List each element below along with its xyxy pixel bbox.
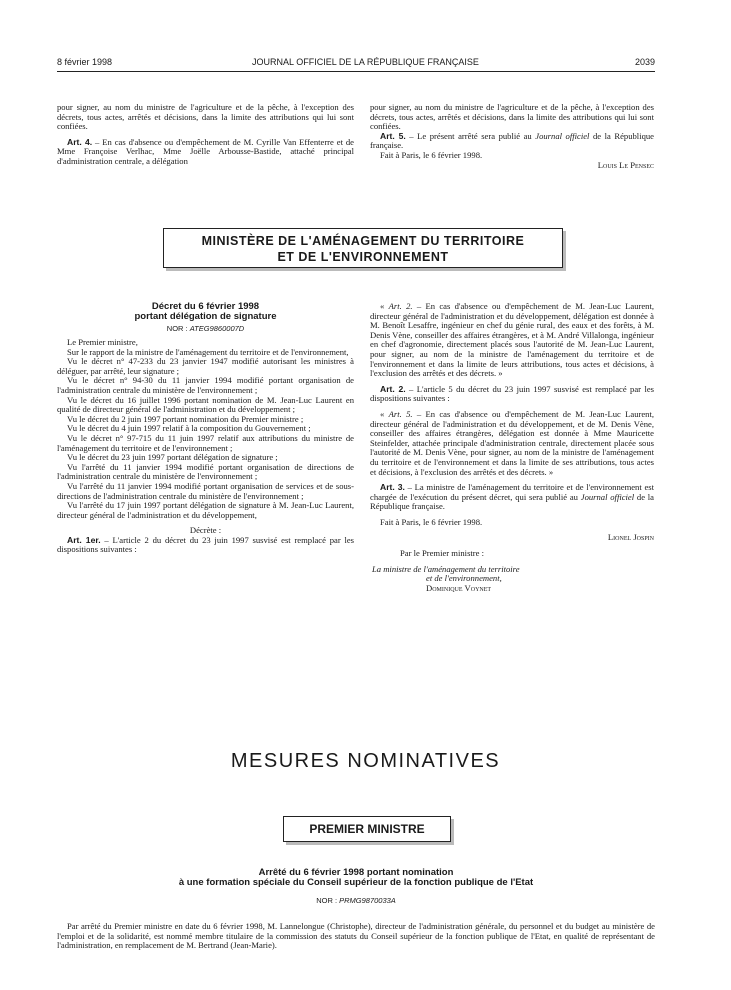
art2-label: Art. 2.	[380, 383, 406, 394]
quote2-art: Art. 5.	[388, 408, 413, 419]
art5-text-b: de la République française.	[370, 130, 654, 151]
decree-nor-label: NOR :	[166, 324, 190, 333]
pm-box: PREMIER MINISTRE	[283, 816, 451, 842]
art4-text: – En cas d'absence ou d'empêchement de M. Cyrille Van Effenterre et de Mme Françoise Verlhac, Mme Joëlle Arbousse-Bastide, attaché principal d'administration centrale, a délégation	[57, 136, 354, 166]
decree-para-2: Vu le décret n° 47-233 du 23 janvier 1947 modifié autorisant les ministres à déléguer, par arrêté, leur signature ;	[57, 356, 354, 376]
decree-nor-code: ATEG9860007D	[189, 324, 245, 333]
decree-minister-role-1: La ministre de l'aménagement du territoire	[372, 563, 520, 574]
art5-text-a: – Le présent arrêté sera publié au	[405, 130, 536, 141]
decree-art1	[57, 536, 354, 555]
decree-par-pm: Par le Premier ministre :	[400, 548, 485, 559]
art3-label: Art. 3.	[380, 482, 405, 493]
arrete-title-2: à une formation spéciale du Conseil supérieur de la fonction publique de l'Etat	[178, 877, 534, 888]
decree-left-column	[57, 338, 354, 555]
decree-para-1: Sur le rapport de la ministre de l'aménagement du territoire et de l'environnement,	[67, 346, 349, 357]
decree-para-10: Vu l'arrêté du 11 janvier 1994 modifié portant organisation de services et de sous-directions de l'administration centrale du ministère de l'environnement ;	[57, 480, 354, 501]
decree-header	[57, 302, 354, 333]
quote1-art: Art. 2.	[388, 301, 413, 311]
decree-para-5: Vu le décret du 2 juin 1997 portant nomination du Premier ministre ;	[67, 413, 304, 424]
header-rule	[57, 71, 655, 72]
art3-text-b: de la République française.	[370, 491, 654, 512]
arrete-header	[57, 868, 655, 905]
top-right-art5	[370, 132, 654, 151]
decree-para-7: Vu le décret n° 97-715 du 11 juin 1997 relatif aux attributions du ministre de l'aménagement du territoire et de l'environnement ;	[57, 432, 354, 453]
decree-para-11: Vu l'arrêté du 17 juin 1997 portant délégation de signature à M. Jean-Luc Laurent, directeur général de l'administration et du développement,	[57, 500, 354, 520]
decree-para-6: Vu le décret du 4 juin 1997 relatif à la composition du Gouvernement ;	[67, 423, 311, 434]
decree-nor	[57, 324, 354, 333]
arrete-title-1: Arrêté du 6 février 1998 portant nomination	[258, 867, 454, 878]
decree-minister-role-2: et de l'environnement,	[426, 573, 502, 584]
decree-title-1: Décret du 6 février 1998	[151, 301, 260, 312]
decree-art3	[370, 483, 654, 512]
ministry-line2: ET DE L'ENVIRONNEMENT	[277, 250, 449, 264]
art5-jo: Journal officiel	[535, 130, 590, 141]
top-right-signature: Louis Le Pensec	[597, 159, 654, 170]
header-journal-title: JOURNAL OFFICIEL DE LA RÉPUBLIQUE FRANÇAISE	[252, 57, 479, 67]
decree-art2	[370, 385, 654, 404]
art3-text-a: – La ministre de l'aménagement du territoire et de l'environnement est chargée de l'exécution du présent décret, qui sera publié au	[370, 482, 655, 502]
arrete-body-column	[57, 922, 655, 951]
decree-para-4: Vu le décret du 16 juillet 1996 portant nomination de M. Jean-Luc Laurent en qualité de directeur général de l'administration et du développement ;	[57, 394, 354, 415]
top-right-fait: Fait à Paris, le 6 février 1998.	[380, 149, 483, 160]
arrete-nor-label: NOR :	[316, 896, 340, 905]
quote2-text: – En cas d'absence ou d'empêchement de M. Jean-Luc Laurent, directeur général de l'administration et du développement, et de M. Denis Vène, conseiller des affaires étrangères, délégation est donnée à Mme Mauricette Steinfelder, attachée principale d'administration centrale, directement placée sous l'autorité de M. Denis Vène, pour signer, au nom de la ministre de l'aménagement du territoire et de l'environnement et dans la limite de ses attributions, tous actes et décisions, à l'exclusion des arrêtés et des décrets. »	[370, 408, 654, 477]
decree-right-column	[370, 302, 654, 593]
top-left-para: pour signer, au nom du ministre de l'agriculture et de la pêche, à l'exception des décrets, tous actes, arrêtés et décisions, dans la limite des attributions qui lui sont confiées.	[57, 102, 354, 132]
art3-jo: Journal officiel	[580, 491, 635, 502]
decree-minister-name: Dominique Voynet	[426, 582, 492, 593]
top-right-column	[370, 103, 654, 170]
arrete-nor	[57, 896, 655, 905]
arrete-body: Par arrêté du Premier ministre en date du 6 février 1998, M. Lannelongue (Christophe), directeur de l'administration générale, du personnel et du budget au ministère de l'emploi et de la solidarité, est nommé membre titulaire de la commission des statuts du Conseil supérieur de la fonction publique de l'Etat, en qualité de représentant de l'administration, en remplacement de M. Bertrand (Jean-Marie).	[57, 921, 655, 951]
section-title: MESURES NOMINATIVES	[230, 750, 501, 772]
ministry-box	[163, 228, 563, 268]
top-left-column	[57, 103, 354, 167]
quote1-text: – En cas d'absence ou d'empêchement de M. Jean-Luc Laurent, directeur général de l'administration et du développement, délégation est donnée à M. Benoît Lesaffre, ingénieur en chef du génie rural, des eaux et des forêts, à M. Denis Vène, conseiller des affaires étrangères, et à M. André Villalonga, ingénieur en chef d'agronomie, directement placés sous l'autorité de M. Jean-Luc Laurent, pour signer, au nom de la ministre de l'aménagement du territoire et de l'environnement et dans la limite de leurs attributions, tous actes et décisions, à l'exclusion des arrêtés et des décrets. »	[370, 301, 654, 379]
arrete-nor-code: PRMG9870033A	[339, 896, 396, 905]
decree-para-0: Le Premier ministre,	[67, 337, 138, 347]
top-right-para: pour signer, au nom du ministre de l'agriculture et de la pêche, à l'exception des décrets, tous actes, arrêtés et décisions, dans la limite des attributions qui lui sont confiées.	[370, 102, 654, 132]
art1-text: – L'article 2 du décret du 23 juin 1997 susvisé est remplacé par les dispositions suivantes :	[57, 534, 354, 555]
art4-label: Art. 4.	[67, 136, 93, 147]
top-left-art4	[57, 138, 354, 167]
decree-para-8: Vu le décret du 23 juin 1997 portant délégation de signature ;	[67, 452, 278, 463]
decree-para-9: Vu l'arrêté du 11 janvier 1994 modifié portant organisation de directions de l'administration centrale du ministère de l'environnement ;	[57, 461, 354, 482]
art2-text: – L'article 5 du décret du 23 juin 1997 susvisé est remplacé par les dispositions suivantes :	[370, 383, 654, 404]
quote-art5	[370, 410, 654, 477]
art1-label: Art. 1er.	[67, 534, 101, 545]
art5-label: Art. 5.	[380, 130, 406, 141]
decree-para-3: Vu le décret n° 94-30 du 11 janvier 1994 modifié portant organisation de l'administration centrale du ministère de l'environnement ;	[57, 375, 354, 395]
quote-art2	[370, 302, 654, 379]
ministry-line1: MINISTÈRE DE L'AMÉNAGEMENT DU TERRITOIRE	[201, 234, 525, 248]
decree-title-2: portant délégation de signature	[134, 311, 277, 322]
header-date: 8 février 1998	[57, 57, 113, 67]
header-page-number: 2039	[634, 57, 655, 67]
decree-fait: Fait à Paris, le 6 février 1998.	[380, 516, 483, 527]
decree-decrete: Décrète :	[189, 525, 222, 536]
quote1-open: «	[380, 301, 389, 311]
decree-signature-pm: Lionel Jospin	[607, 532, 654, 543]
quote2-open: «	[380, 408, 389, 419]
